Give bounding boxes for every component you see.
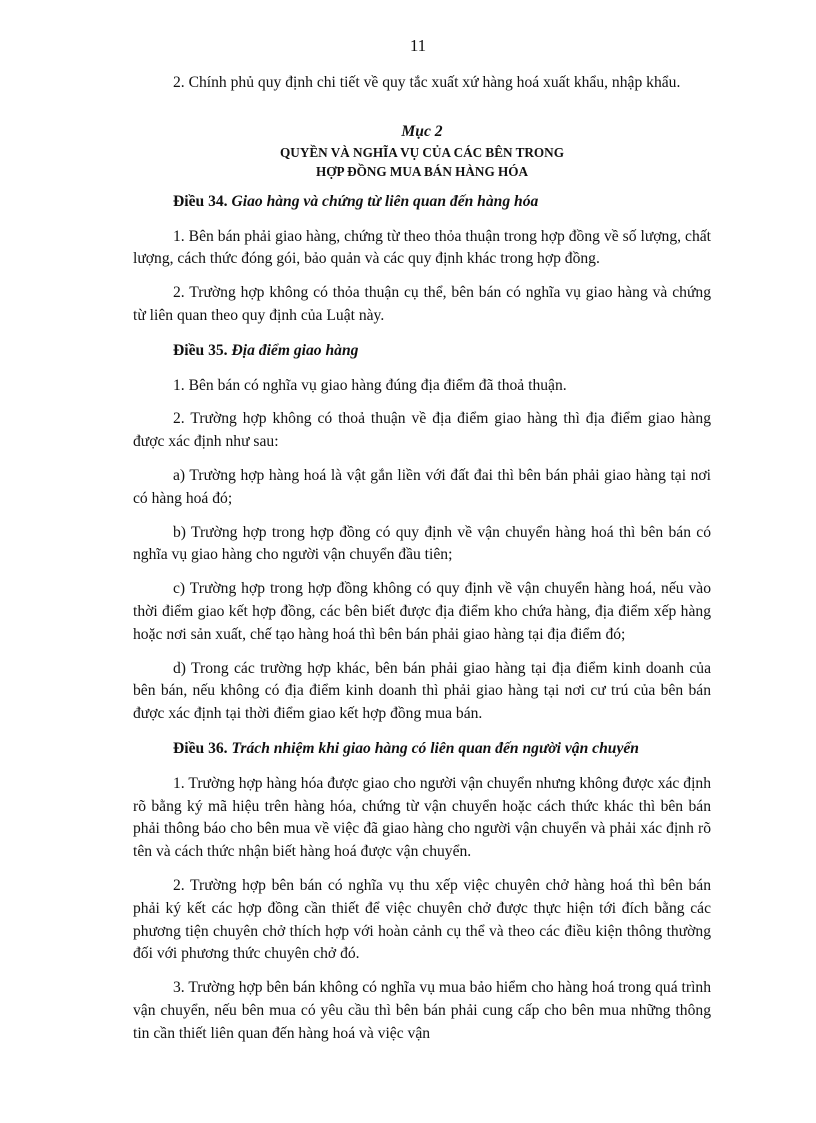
article-paragraph: a) Trường hợp hàng hoá là vật gắn liền với đất đai thì bên bán phải giao hàng tại nơi có hàng hoá đó;	[133, 466, 711, 507]
article-paragraph: d) Trong các trường hợp khác, bên bán phải giao hàng tại địa điểm kinh doanh của bên bán, nếu không có địa điểm kinh doanh thì phải giao hàng tại nơi cư trú của bên bán được xác định tại thời điểm giao kết hợp đồng mua bán.	[133, 659, 711, 723]
article-paragraph: 2. Trường hợp không có thỏa thuận cụ thể, bên bán có nghĩa vụ giao hàng và chứng từ liên quan theo quy định của Luật này.	[133, 284, 711, 324]
page-content	[133, 72, 711, 1057]
article-title: Trách nhiệm khi giao hàng có liên quan đến người vận chuyển	[231, 739, 639, 757]
intro-paragraph: 2. Chính phủ quy định chi tiết về quy tắc xuất xứ hàng hoá xuất khẩu, nhập khẩu.	[173, 74, 681, 91]
article-paragraph: 2. Trường hợp bên bán có nghĩa vụ thu xếp việc chuyên chở hàng hoá thì bên bán phải ký kết các hợp đồng cần thiết để việc chuyên chở được thực hiện tới đích bằng các phương tiện chuyên chở thích hợp với hoàn cảnh cụ thể và theo các điều kiện thông thường đối với phương thức chuyên chở đó.	[133, 876, 711, 963]
article-heading-35	[133, 340, 711, 363]
article-title: Giao hàng và chứng từ liên quan đến hàng hóa	[231, 192, 539, 210]
article-paragraph: 1. Bên bán phải giao hàng, chứng từ theo thỏa thuận trong hợp đồng về số lượng, chất lượng, cách thức đóng gói, bảo quản và các quy định khác trong hợp đồng.	[133, 227, 711, 268]
article-number: Điều 36.	[173, 739, 228, 757]
article-paragraph: 1. Trường hợp hàng hóa được giao cho người vận chuyển nhưng không được xác định rõ bằng ký mã hiệu trên hàng hóa, chứng từ vận chuyển hoặc cách thức khác thì bên bán phải thông báo cho bên mua về việc đã giao hàng cho người vận chuyển và phải xác định rõ tên và cách thức nhận biết hàng hoá được vận chuyển.	[133, 774, 711, 861]
section-heading	[133, 121, 711, 181]
article-number: Điều 35.	[173, 341, 228, 359]
article-heading-34	[133, 191, 711, 214]
article-paragraph: 3. Trường hợp bên bán không có nghĩa vụ mua bảo hiểm cho hàng hoá trong quá trình vận chuyển, nếu bên mua có yêu cầu thì bên bán phải cung cấp cho bên mua những thông tin cần thiết liên quan đến hàng hoá và việc vận	[133, 979, 711, 1042]
section-title-line-2: HỢP ĐỒNG MUA BÁN HÀNG HÓA	[315, 163, 529, 179]
page-number: 11	[409, 36, 427, 55]
section-label: Mục 2	[401, 122, 443, 140]
article-number: Điều 34.	[173, 192, 228, 210]
section-title-line-1: QUYỀN VÀ NGHĨA VỤ CỦA CÁC BÊN TRONG	[280, 144, 564, 160]
article-heading-36	[133, 738, 711, 761]
article-paragraph: c) Trường hợp trong hợp đồng không có quy định về vận chuyển hàng hoá, nếu vào thời điểm giao kết hợp đồng, các bên biết được địa điểm kho chứa hàng, địa điểm xếp hàng hoặc nơi sản xuất, chế tạo hàng hoá thì bên bán phải giao hàng tại địa điểm đó;	[133, 580, 711, 643]
article-paragraph: 2. Trường hợp không có thoả thuận về địa điểm giao hàng thì địa điểm giao hàng được xác định như sau:	[133, 410, 711, 451]
article-title: Địa điểm giao hàng	[231, 341, 359, 359]
article-paragraph: 1. Bên bán có nghĩa vụ giao hàng đúng địa điểm đã thoả thuận.	[173, 376, 567, 394]
article-paragraph: b) Trường hợp trong hợp đồng có quy định về vận chuyển hàng hoá thì bên bán có nghĩa vụ giao hàng cho người vận chuyển đầu tiên;	[133, 523, 711, 564]
